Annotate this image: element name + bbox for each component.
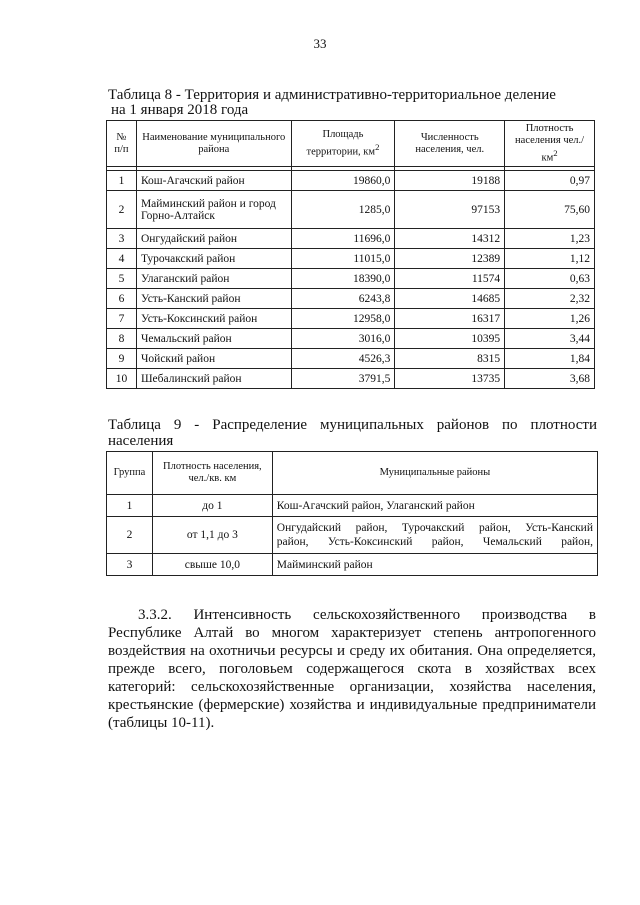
table9-caption-line1: Таблица 9 - Распределение муниципальных районов по плотности <box>108 417 597 433</box>
table8-row <box>107 329 595 349</box>
table9-cell-group: 3 <box>107 554 153 576</box>
table8-row <box>107 309 595 329</box>
table9-cell-density: свыше 10,0 <box>152 554 272 576</box>
table8-cell-num: 2 <box>107 191 137 229</box>
table9-caption <box>108 417 597 449</box>
table8-cell-name: Усть-Канский район <box>136 289 291 309</box>
table8-cell-density: 3,44 <box>505 329 595 349</box>
table9-cell-districts <box>272 554 597 576</box>
table9-cell-districts <box>272 495 597 517</box>
table8-cell-name: Чойский район <box>136 349 291 369</box>
table8-caption-line1: Таблица 8 - Территория и административно-территориальное деление <box>108 87 556 103</box>
table8-cell-density: 0,63 <box>505 269 595 289</box>
table8-cell-num: 3 <box>107 229 137 249</box>
table8-row <box>107 191 595 229</box>
table9-header-row <box>107 452 598 495</box>
table8-cell-num: 1 <box>107 171 137 191</box>
table8-cell-population: 97153 <box>395 191 505 229</box>
table8-cell-density: 75,60 <box>505 191 595 229</box>
table8-cell-num: 10 <box>107 369 137 389</box>
page-number: 33 <box>313 36 327 51</box>
table8-cell-num: 5 <box>107 269 137 289</box>
table8-cell-density: 1,23 <box>505 229 595 249</box>
table8-row <box>107 289 595 309</box>
table8-cell-population: 13735 <box>395 369 505 389</box>
table9-cell-group: 2 <box>107 517 153 554</box>
table8-cell-population: 14312 <box>395 229 505 249</box>
table8-cell-population: 12389 <box>395 249 505 269</box>
table8-cell-area: 18390,0 <box>291 269 395 289</box>
header-num: № п/п <box>107 121 137 167</box>
districts-line: Онгудайский район, Турочакский район, Усть-Канский <box>276 522 593 534</box>
table9-row <box>107 517 598 554</box>
districts-line: район, Усть-Коксинский район, Чемальский район, <box>276 536 593 548</box>
table8-cell-density: 2,32 <box>505 289 595 309</box>
table8-cell-name: Онгудайский район <box>136 229 291 249</box>
table8 <box>106 120 595 389</box>
table8-cell-area: 11015,0 <box>291 249 395 269</box>
table8-cell-area: 11696,0 <box>291 229 395 249</box>
table8-cell-density: 3,68 <box>505 369 595 389</box>
districts-line: Кош-Агачский район, Улаганский район <box>276 499 475 512</box>
table8-cell-name: Чемальский район <box>136 329 291 349</box>
table8-cell-area: 3016,0 <box>291 329 395 349</box>
body-paragraph: 3.3.2. Интенсивность сельскохозяйственного производства в Республике Алтай во многом характеризует степень антропогенного воздействия на охотничьи ресурсы и среду их обитания. Она определяется, прежде всего, поголовьем содержащегося скота в хозяйствах всех категорий: сельскохозяйственные организации, хозяйства населения, крестьянские (фермерские) хозяйства и индивидуальные предприниматели (таблицы 10-11). <box>108 607 596 731</box>
table9-row <box>107 554 598 576</box>
table8-cell-density: 1,12 <box>505 249 595 269</box>
table8-cell-num: 9 <box>107 349 137 369</box>
table8-cell-num: 7 <box>107 309 137 329</box>
table9 <box>106 451 598 576</box>
table8-row <box>107 369 595 389</box>
table8-cell-name: Шебалинский район <box>136 369 291 389</box>
table8-cell-num: 4 <box>107 249 137 269</box>
table9-caption-line2: населения <box>108 433 174 449</box>
table8-row <box>107 249 595 269</box>
table8-cell-density: 0,97 <box>505 171 595 191</box>
table8-cell-name: Усть-Коксинский район <box>136 309 291 329</box>
table8-cell-population: 19188 <box>395 171 505 191</box>
table8-cell-population: 14685 <box>395 289 505 309</box>
table8-cell-name: Кош-Агачский район <box>136 171 291 191</box>
header-density: Плотность населения $чел./км^2$ <box>505 121 595 167</box>
table8-cell-area: 19860,0 <box>291 171 395 191</box>
table8-cell-name: Майминский район и город Горно-Алтайск <box>136 191 291 229</box>
table8-cell-density: 1,84 <box>505 349 595 369</box>
table8-cell-population: 10395 <box>395 329 505 349</box>
table9-row <box>107 495 598 517</box>
districts-line: Майминский район <box>276 558 373 571</box>
table8-cell-area: 1285,0 <box>291 191 395 229</box>
table8-cell-population: 16317 <box>395 309 505 329</box>
table9-cell-districts <box>272 517 597 554</box>
header-districts: Муниципальные районы <box>272 452 597 495</box>
table8-cell-area: 12958,0 <box>291 309 395 329</box>
table8-header-row <box>107 121 595 167</box>
table8-cell-population: 11574 <box>395 269 505 289</box>
table8-row <box>107 171 595 191</box>
table8-caption-line2: на 1 января 2018 года <box>111 102 249 118</box>
table8-row <box>107 229 595 249</box>
header-density-range: Плотность населения, чел./кв. км <box>152 452 272 495</box>
table8-caption <box>108 88 598 118</box>
table8-cell-area: 3791,5 <box>291 369 395 389</box>
table8-row <box>107 349 595 369</box>
table8-cell-area: 6243,8 <box>291 289 395 309</box>
table9-cell-group: 1 <box>107 495 153 517</box>
table8-cell-density: 1,26 <box>505 309 595 329</box>
table8-row <box>107 269 595 289</box>
table9-cell-density: от 1,1 до 3 <box>152 517 272 554</box>
table8-cell-name: Турочакский район <box>136 249 291 269</box>
header-population: Численность населения, чел. <box>395 121 505 167</box>
header-name: Наименование муниципального района <box>136 121 291 167</box>
table8-cell-population: 8315 <box>395 349 505 369</box>
table8-cell-num: 8 <box>107 329 137 349</box>
table8-cell-area: 4526,3 <box>291 349 395 369</box>
header-area: Площадь территории, $км^2$ <box>291 121 395 167</box>
table8-cell-num: 6 <box>107 289 137 309</box>
table8-cell-name: Улаганский район <box>136 269 291 289</box>
table9-cell-density: до 1 <box>152 495 272 517</box>
header-group: Группа <box>107 452 153 495</box>
